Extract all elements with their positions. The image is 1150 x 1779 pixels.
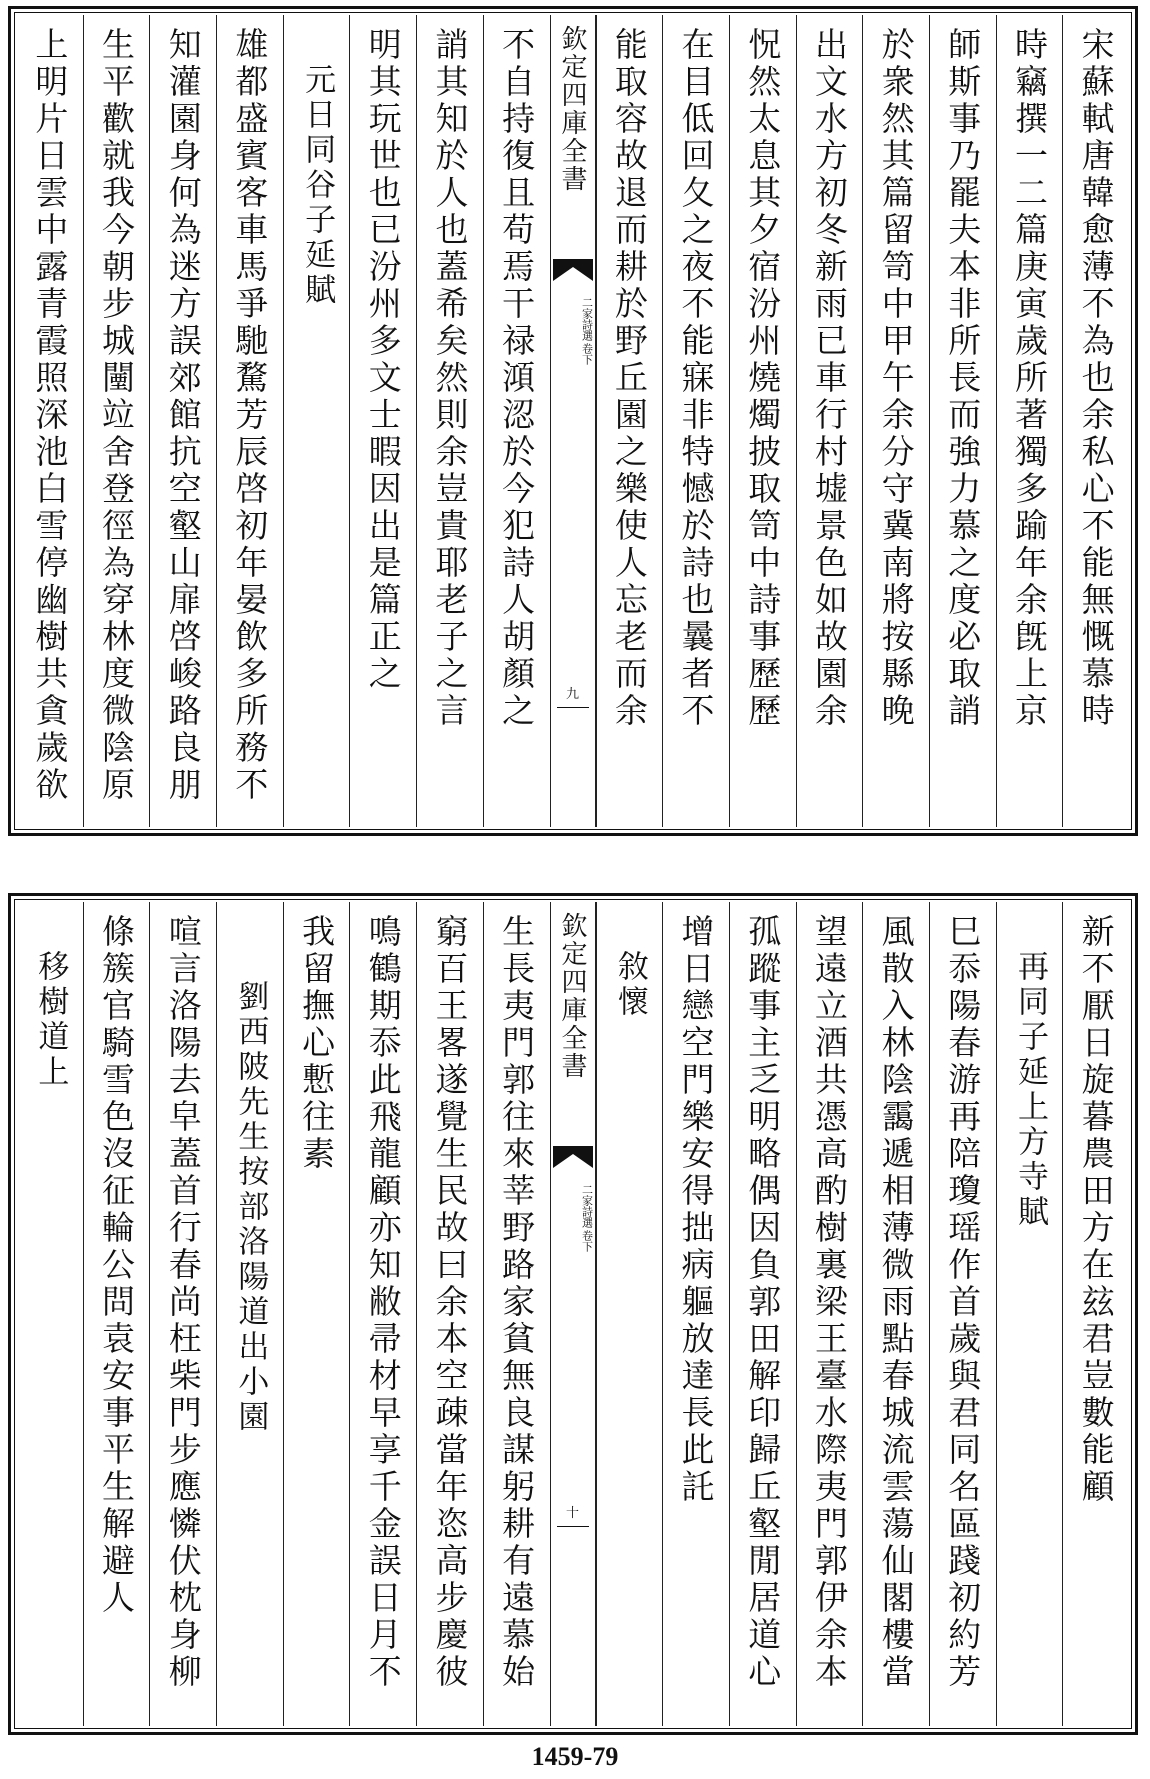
poem-title: 敘懷: [596, 902, 663, 1726]
text-column: 明其玩世也已汾州多文士暇因出是篇正之: [349, 15, 416, 827]
text-column: 孤蹤事主乏明略偶因負郭田解印歸丘壑閒居道心: [729, 902, 796, 1726]
page-number: 九: [565, 687, 579, 702]
banner-title: 欽定四庫全書: [557, 25, 587, 193]
text-column: 生平歡就我今朝步城闉竝舍登徑為穿林度微陰原: [83, 15, 150, 827]
text-column: 在目低回夂之夜不能寐非特憾於詩也曩者不: [662, 15, 729, 827]
banner-subtitle-group: [553, 1184, 593, 1252]
text-column: 宋蘇軾唐韓愈薄不為也余私心不能無慨慕時: [1062, 15, 1129, 827]
text-column: 我留撫心慙往素: [283, 902, 350, 1726]
banner-volume: 卷下: [580, 1230, 594, 1252]
poem-title: 元日同谷子延賦: [283, 15, 350, 827]
fish-tail-ornament-icon: [553, 1146, 593, 1168]
text-column: 上明片日雲中露青霞照深池白雪停幽樹共貪歲欲: [30, 27, 70, 804]
banner-subtitle: 二家詩選: [580, 1184, 594, 1228]
center-banner: [550, 902, 596, 1726]
text-column: 鳴鶴期忝此飛龍顧亦知敝帚材早享千金誤日月不: [349, 902, 416, 1726]
poem-title: 再同子延上方寺賦: [996, 902, 1063, 1726]
text-column: 雄都盛賓客車馬爭馳騖芳辰啓初年晏飲多所務不: [216, 15, 283, 827]
poem-title: 劉西陂先生按部洛陽道出小園: [216, 902, 283, 1726]
text-column: 窮百王畧遂覺生民故曰余本空疎當年恣高步慶彼: [416, 902, 483, 1726]
text-column: 於衆然其篇留笥中甲午余分守冀南將按縣晚: [862, 15, 929, 827]
text-column: 不自持復且苟焉干禄澒涊於今犯詩人胡顏之: [483, 15, 550, 827]
text-column: 條簇官騎雪色沒征輪公問袁安事平生解避人: [83, 902, 150, 1726]
text-column: 新不厭日旋暮農田方在玆君豈數能顧: [1062, 902, 1129, 1726]
text-column: 知灌園身何為迷方誤郊館抗空壑山扉啓峻路良朋: [149, 15, 216, 827]
text-column: 風散入林陰靄遞相薄微雨點春城流雲蕩仙閣樓當: [862, 902, 929, 1726]
banner-subtitle-group: [553, 297, 593, 365]
center-banner: [550, 15, 596, 827]
text-column: 出文水方初冬新雨已車行村墟景色如故園余: [796, 15, 863, 827]
banner-subtitle: 二家詩選: [580, 297, 594, 341]
text-column: 時竊撰一二篇庚寅歲所著獨多踰年余旣上京: [996, 15, 1063, 827]
page-number: 十: [565, 1506, 579, 1521]
text-column: 能取容故退而耕於野丘園之樂使人忘老而余: [596, 15, 663, 827]
text-column: 巳忝陽春游再陪瓊瑶作首歲與君同名區踐初約芳: [929, 902, 996, 1726]
text-column: 師斯事乃罷夫本非所長而強力慕之度必取誚: [929, 15, 996, 827]
poem-title: 移樹道上: [32, 950, 69, 1090]
top-page-frame: [8, 6, 1138, 836]
banner-rule: [557, 707, 589, 708]
banner-rule: [557, 1526, 589, 1527]
text-column: 望遠立酒共憑高酌樹裏梁王臺水際夷門郭伊余本: [796, 902, 863, 1726]
text-column: 喧言洛陽去皁蓋首行春尚枉柴門步應憐伏枕身柳: [149, 902, 216, 1726]
text-column: 生長夷門郭往來莘野路家貧無良謀躬耕有遠慕始: [483, 902, 550, 1726]
banner-volume: 卷下: [580, 343, 594, 365]
text-column: 增日戀空門樂安得拙病軀放達長此託: [662, 902, 729, 1726]
bottom-page-frame: [8, 893, 1138, 1735]
banner-title: 欽定四庫全書: [557, 912, 587, 1080]
text-column: 怳然太息其夕宿汾州燒燭披取笥中詩事歷歷: [729, 15, 796, 827]
text-column: 誚其知於人也蓋希矣然則余豈貴耶老子之言: [416, 15, 483, 827]
fish-tail-ornament-icon: [553, 259, 593, 281]
page-footer-number: 1459-79: [531, 1742, 619, 1771]
